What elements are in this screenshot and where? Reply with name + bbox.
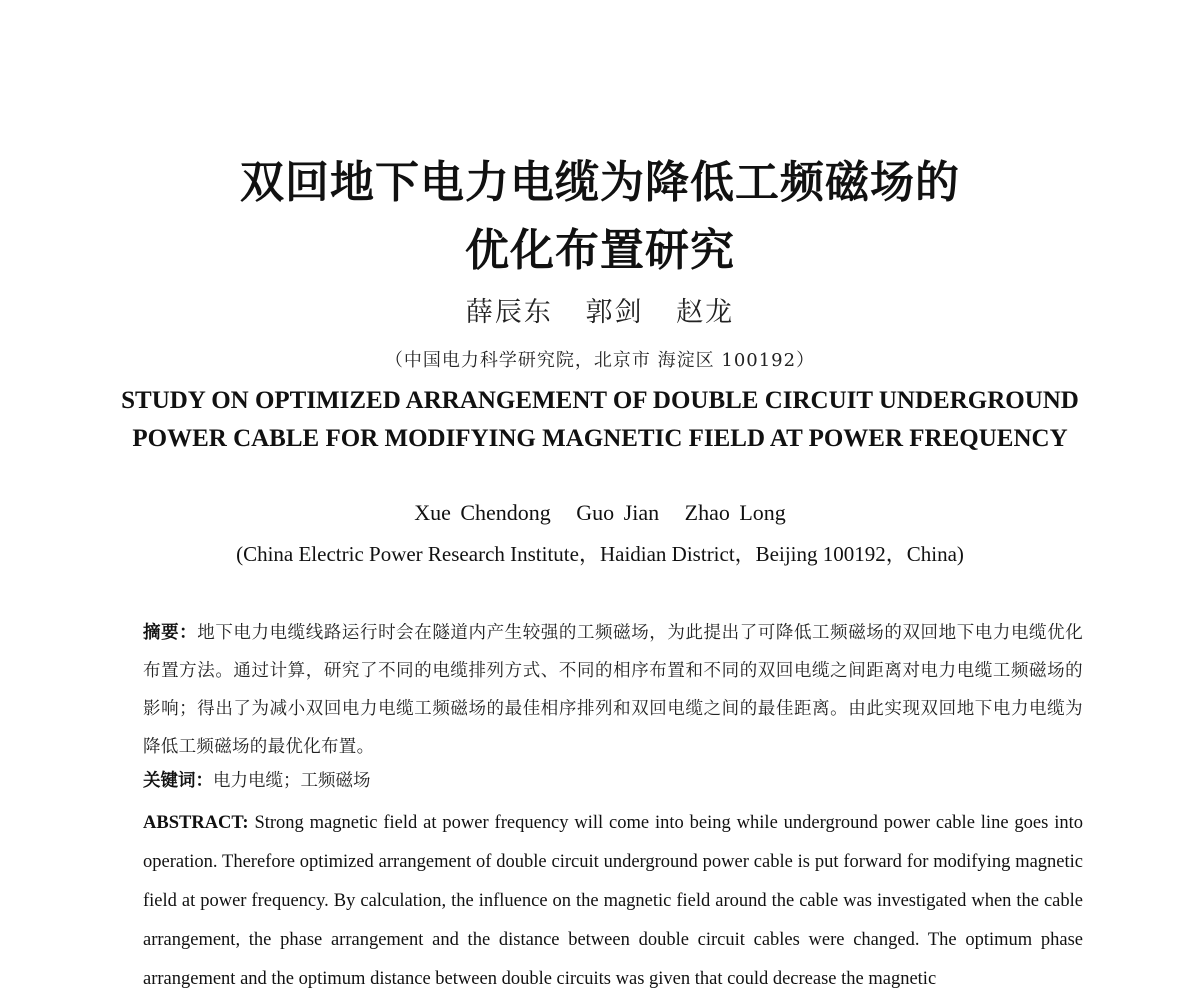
author-name: Xue Chendong	[414, 500, 551, 525]
chinese-abstract-text: 地下电力电缆线路运行时会在隧道内产生较强的工频磁场，为此提出了可降低工频磁场的双回地下电力电缆优化布置方法。通过计算，研究了不同的电缆排列方式、不同的相序布置和不同的双回电缆之间距离对电力电缆工频磁场的影响；得出了为减小双回电力电缆工频磁场的最佳相序排列和双回电缆之间的最佳距离。由此实现双回地下电力电缆为降低工频磁场的最优化布置。	[143, 623, 1083, 757]
chinese-title-line-1: 双回地下电力电缆为降低工频磁场的	[240, 157, 960, 208]
chinese-abstract-label: 摘要：	[143, 623, 198, 643]
chinese-keywords-text: 电力电缆；工频磁场	[213, 771, 371, 791]
author-name: Zhao Long	[684, 500, 786, 525]
english-abstract-label: ABSTRACT:	[143, 813, 249, 833]
english-abstract-text: Strong magnetic field at power frequency will come into being while underground power cable line goes into operation. Therefore optimized arrangement of double circuit underground power cable is put forward for modifying magnetic field at power frequency. By calculation, the influence on the magnetic field around the cable was investigated when the cable arrangement, the phase arrangement and the distance between double circuit cables were changed. The optimum phase arrangement and the optimum distance between double circuits was given that could decrease the magnetic	[143, 813, 1084, 989]
chinese-abstract	[143, 614, 1083, 766]
english-authors	[0, 500, 1200, 526]
english-abstract	[143, 804, 1083, 999]
chinese-title-line-2: 优化布置研究	[465, 225, 735, 276]
chinese-keywords-label: 关键词：	[143, 771, 213, 791]
chinese-affiliation: （中国电力科学研究院，北京市 海淀区 100192）	[384, 350, 816, 371]
english-affiliation: (China Electric Power Research Institute，Haidian District，Beijing 100192，China)	[236, 542, 964, 566]
english-title: STUDY ON OPTIMIZED ARRANGEMENT OF DOUBLE CIRCUIT UNDERGROUND POWER CABLE FOR MODIFYING MAGNETIC FIELD AT POWER FREQUENCY	[121, 387, 1079, 452]
author-name: Guo Jian	[576, 500, 660, 525]
chinese-authors: 薛辰东 郭剑 赵龙	[465, 297, 735, 328]
chinese-keywords	[143, 766, 1083, 796]
